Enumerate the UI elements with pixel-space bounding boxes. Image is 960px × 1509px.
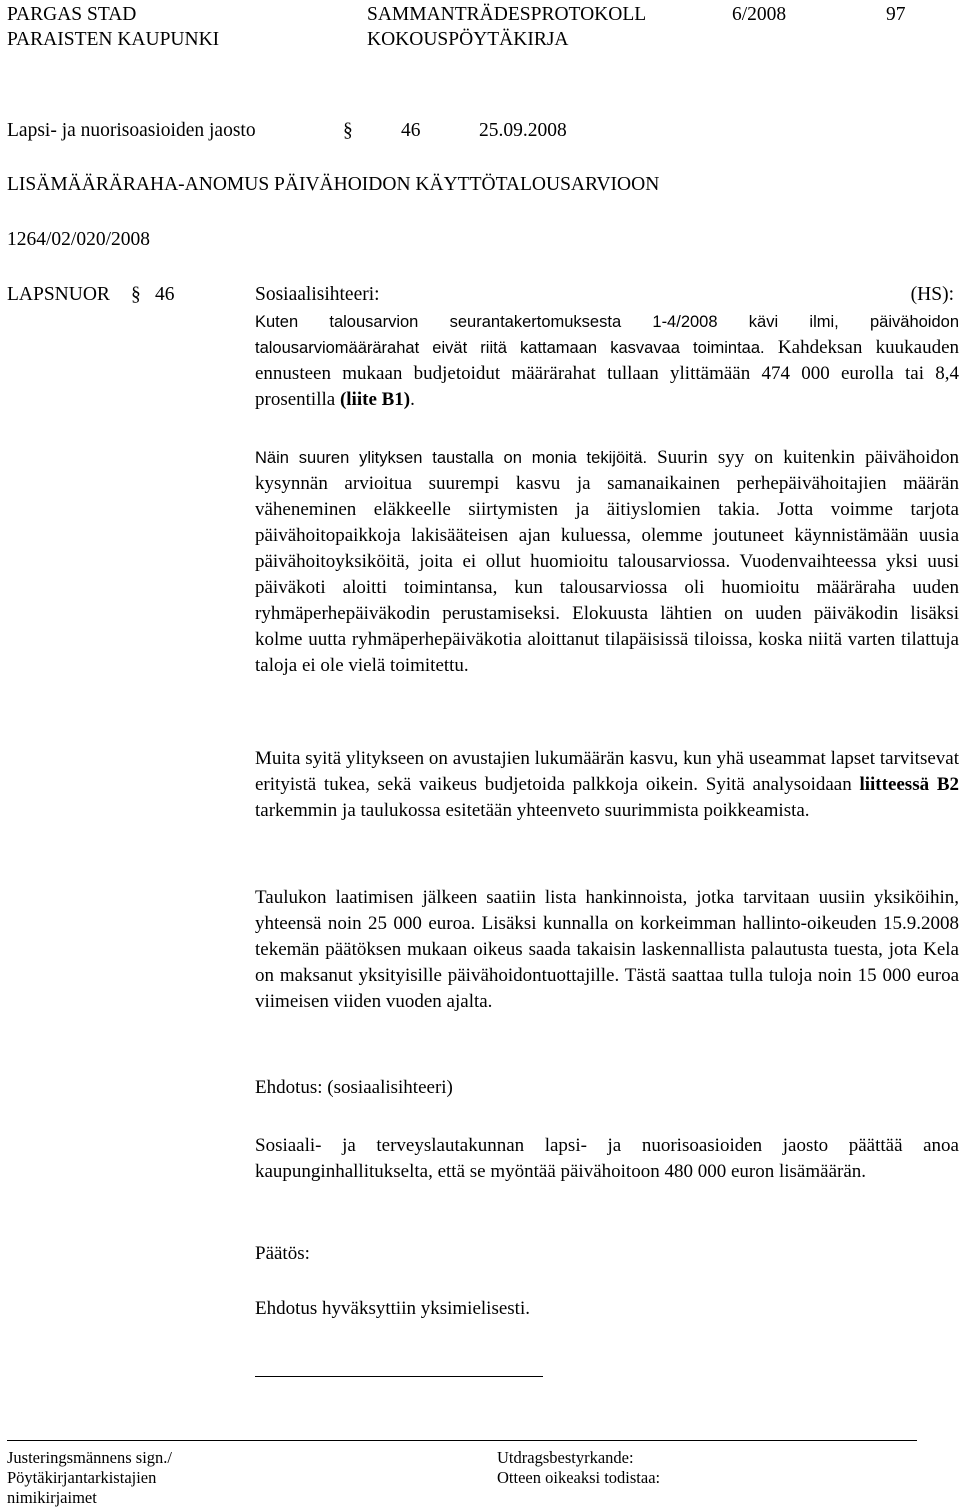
- page-number: 97: [886, 4, 906, 25]
- meeting-body: Lapsi- ja nuorisoasioiden jaosto: [7, 120, 256, 141]
- presenter-initials: (HS):: [910, 284, 954, 305]
- meeting-number: 6/2008: [732, 4, 787, 25]
- paragraph-causes: [255, 445, 959, 679]
- org-name-swedish: PARGAS STAD: [7, 4, 137, 25]
- paragraph-additional-info: [255, 885, 959, 1015]
- paragraph-other-causes: [255, 746, 959, 824]
- footer-divider: [7, 1440, 917, 1441]
- doc-type-swedish: SAMMANTRÄDESPROTOKOLL: [367, 4, 647, 25]
- paragraph-1-rest: Kahdeksan kuukauden ennusteen mukaan budjetoidut määrärahat tullaan ylittämään 474 000 eurolla tai 8,4 prosentilla: [255, 337, 960, 410]
- item-section-number: 46: [155, 284, 175, 305]
- item-reference-label: LAPSNUOR: [7, 284, 110, 305]
- decision-text: Ehdotus hyväksyttiin yksimielisesti.: [255, 1298, 530, 1319]
- meeting-date: 25.09.2008: [479, 120, 567, 141]
- presenter-label: Sosiaalisihteeri:: [255, 284, 380, 305]
- attachment-b2-reference: liitteessä B2: [859, 774, 959, 795]
- proposal-block: [255, 1133, 959, 1185]
- item-section-symbol: §: [131, 284, 141, 305]
- paragraph-3-part-b: tarkemmin ja taulukossa esitetään yhteenveto suurimmista poikkeamista.: [255, 800, 810, 821]
- case-number: 1264/02/020/2008: [7, 229, 151, 250]
- paragraph-4-text: Taulukon laatimisen jälkeen saatiin lista hankinnoista, jotka tarvitaan uusiin yksiköihin, yhteensä noin 25 000 euroa. Lisäksi kunnalla on korkeimman hallinto-oikeuden 15.9.2008 tekemän päätöksen mukaan oikeus saada takaisin laskennallista palautusta tuesta, jota Kela on maksanut yksityisille päivähoidontuottajille. Tästä saattaa tulla tuloja noin 15 000 euroa viimeisen viiden vuoden ajalta.: [255, 887, 959, 1012]
- paragraph-3-part-a: Muita syitä ylitykseen on avustajien lukumäärän kasvu, kun yhä useammat lapset tarvitsevat erityistä tukea, sekä vaikeus budjetoida palkkoja oikein. Syitä analysoidaan: [255, 748, 959, 795]
- paragraph-2-rest: Suurin syy on kuitenkin päivähoidon kysynnän arvioitua suurempi kasvu ja samanaikainen perhepäivähoitajien määrän väheneminen eläkkeelle siirtymisten ja äitiyslomien takia. Jotta voimme tarjota päivähoitopaikkoja lakisääteisen ajan kuluessa, olemme joutuneet käynnistämään uusia päivähoitoyksiköitä, joita ei ollut huomioitu talousarviossa. Vuodenvaihteessa yksi uusi päiväkoti aloitti toimintansa, kun talousarviossa oli huomioitu määräraha uuden ryhmäperhepäiväkodin perustamiseksi. Elokuusta lähtien on uuden päiväkodin lisäksi kolme uutta ryhmäperhepäiväkotia aloittanut tilapäisissä tiloissa, koska niitä varten tilattuja taloja ei ole vielä toimitettu.: [255, 447, 959, 676]
- paragraph-background: [255, 309, 959, 413]
- decision-label: Päätös:: [255, 1243, 310, 1264]
- paragraph-1-end: .: [410, 389, 415, 410]
- footer-right-line-1: Utdragsbestyrkande:: [497, 1448, 634, 1467]
- signature-line: [255, 1376, 543, 1377]
- paragraph-2-lead: Näin suuren ylityksen taustalla on monia tekijöitä.: [255, 449, 648, 467]
- proposal-label: Ehdotus: (sosiaalisihteeri): [255, 1077, 453, 1098]
- org-name-finnish: PARAISTEN KAUPUNKI: [7, 29, 220, 50]
- footer-left-line-3: nimikirjaimet: [7, 1488, 97, 1507]
- section-symbol: §: [343, 120, 353, 141]
- footer-left-line-2: Pöytäkirjantarkistajien: [7, 1468, 157, 1487]
- doc-type-finnish: KOKOUSPÖYTÄKIRJA: [367, 29, 569, 50]
- section-number: 46: [401, 120, 421, 141]
- footer-right-line-2: Otteen oikeaksi todistaa:: [497, 1468, 661, 1487]
- footer-left-line-1: Justeringsmännens sign./: [7, 1448, 172, 1467]
- paragraph-1-lead: Kuten talousarvion seurantakertomuksesta 1-4/2008 kävi ilmi, päivähoidon talousarviomäärärahat eivät riitä kattamaan kasvavaa toimintaa.: [255, 313, 959, 357]
- attachment-b1-reference: (liite B1): [339, 389, 411, 410]
- subject-title: LISÄMÄÄRÄRAHA-ANOMUS PÄIVÄHOIDON KÄYTTÖTALOUSARVIOON: [7, 174, 660, 195]
- proposal-text: Sosiaali- ja terveyslautakunnan lapsi- ja nuorisoasioiden jaosto päättää anoa kaupunginhallitukselta, että se myöntää päivähoitoon 480 000 euron lisämäärän.: [255, 1135, 959, 1182]
